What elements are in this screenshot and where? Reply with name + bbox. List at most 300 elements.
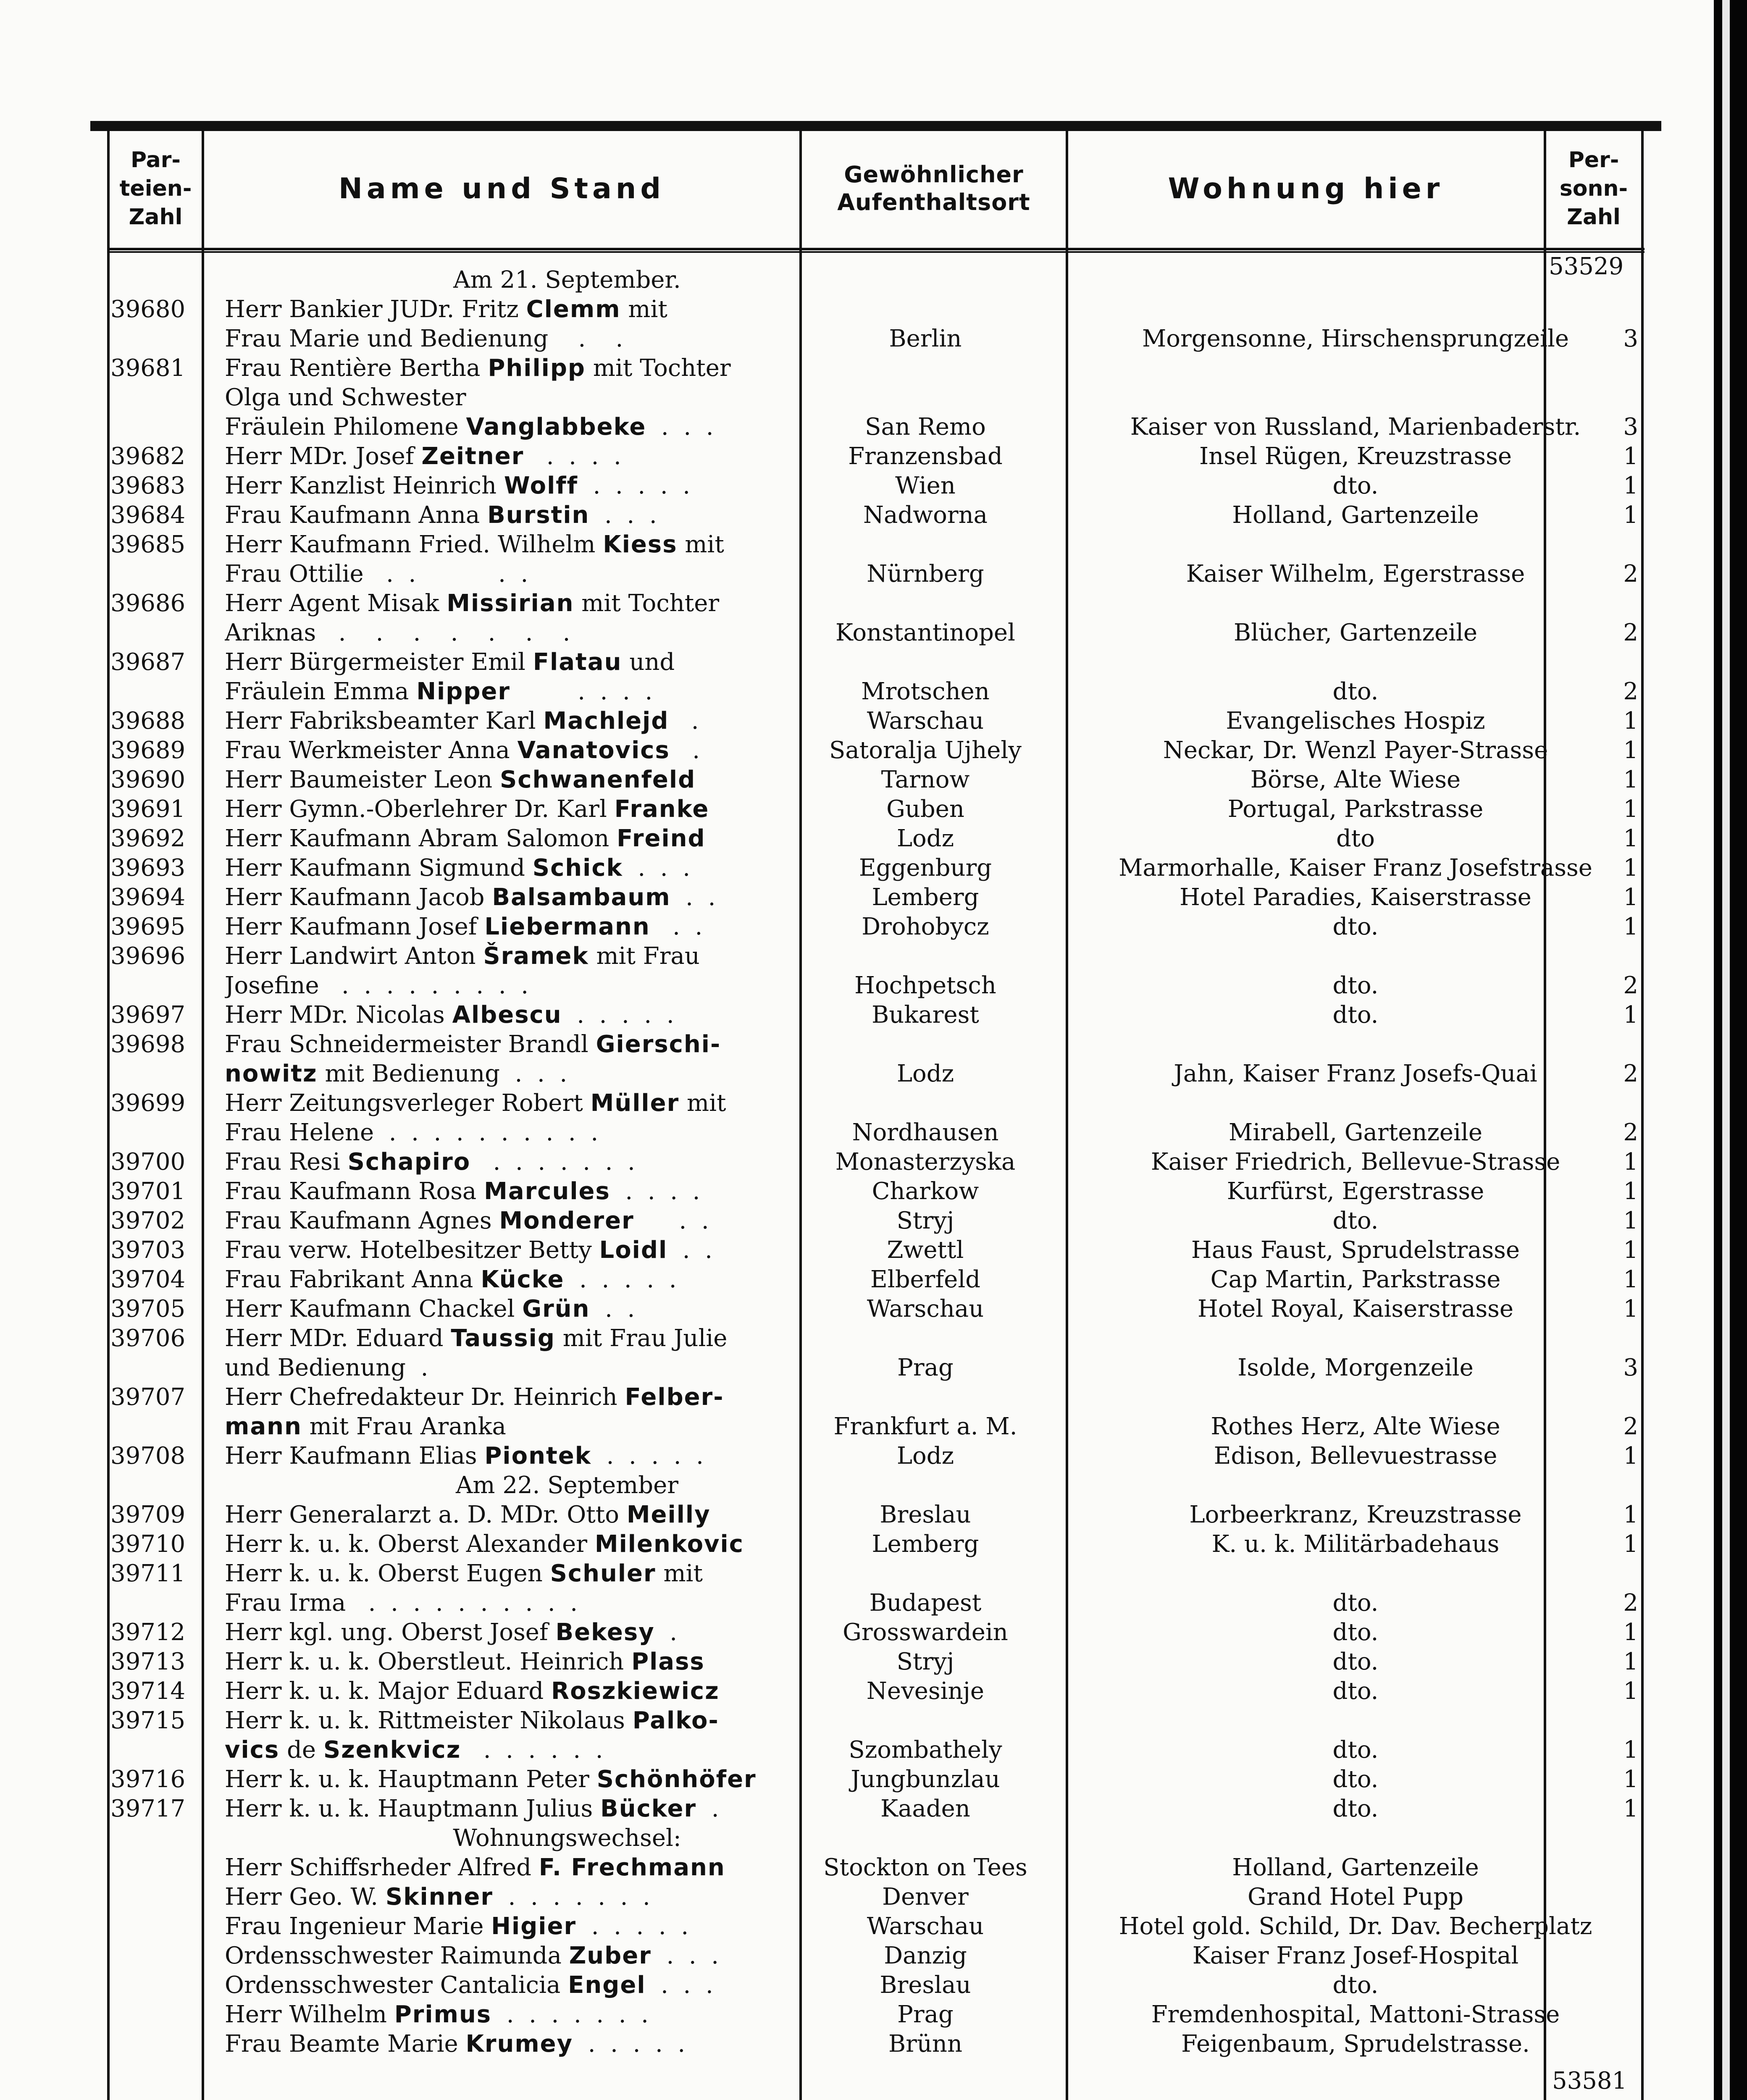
person-count: 1 bbox=[1623, 737, 1638, 764]
name-prefix: Frau Kaufmann Rosa bbox=[225, 1178, 484, 1205]
usual-residence: Denver bbox=[882, 1883, 969, 1911]
usual-residence: Berlin bbox=[889, 325, 962, 352]
local-address: Kaiser Franz Josef-Hospital bbox=[1192, 1942, 1519, 1969]
table-row bbox=[107, 648, 1645, 677]
table-row bbox=[107, 412, 1645, 442]
surname: Engel bbox=[568, 1971, 646, 1999]
usual-residence: Szombathely bbox=[849, 1736, 1002, 1764]
name-suffix: . . . . . bbox=[562, 1001, 674, 1029]
guest-name bbox=[225, 1294, 897, 1324]
name-suffix: . . . bbox=[623, 854, 691, 882]
local-address: Haus Faust, Sprudelstrasse bbox=[1191, 1236, 1520, 1264]
guest-name bbox=[225, 765, 897, 795]
guest-name bbox=[225, 501, 897, 530]
person-count: 1 bbox=[1623, 1266, 1638, 1293]
surname: Roszkiewicz bbox=[551, 1677, 720, 1705]
name-prefix: Herr Gymn.-Oberlehrer Dr. Karl bbox=[225, 795, 615, 823]
guest-name bbox=[225, 1265, 897, 1294]
table-row bbox=[107, 1265, 1645, 1294]
guest-name bbox=[225, 1383, 897, 1412]
usual-residence: Eggenburg bbox=[859, 854, 992, 882]
table-row bbox=[107, 1882, 1645, 1912]
table-row bbox=[107, 1706, 1645, 1735]
name-suffix: . . bbox=[650, 913, 703, 940]
party-number: 39691 bbox=[110, 795, 186, 823]
guest-name bbox=[225, 559, 897, 589]
local-address: dto. bbox=[1332, 1589, 1379, 1617]
surname: Primus bbox=[394, 2001, 492, 2028]
person-count: 2 bbox=[1623, 619, 1638, 646]
name-prefix: Frau Werkmeister Anna bbox=[225, 737, 518, 764]
local-address: Kaiser von Russland, Marienbaderstr. bbox=[1130, 413, 1581, 441]
local-address: Holland, Gartenzeile bbox=[1232, 501, 1479, 529]
local-address: Isolde, Morgenzeile bbox=[1237, 1354, 1474, 1381]
usual-residence: Warschau bbox=[867, 1913, 984, 1940]
person-count: 1 bbox=[1623, 1795, 1638, 1822]
table-row bbox=[107, 559, 1645, 589]
table-row bbox=[107, 1059, 1645, 1089]
name-suffix: . . . . . bbox=[591, 1442, 704, 1470]
usual-residence: Lemberg bbox=[872, 884, 979, 911]
local-address: Kaiser Friedrich, Bellevue-Strasse bbox=[1151, 1148, 1560, 1176]
name-prefix: Herr Chefredakteur Dr. Heinrich bbox=[225, 1383, 625, 1411]
usual-residence: Nevesinje bbox=[866, 1677, 985, 1705]
surname: Gierschi- bbox=[596, 1031, 721, 1058]
name-suffix: . . . bbox=[589, 501, 657, 529]
surname: Flatau bbox=[533, 648, 622, 676]
guest-name bbox=[225, 1971, 897, 2000]
surname: Machlejd bbox=[543, 707, 669, 735]
name-prefix: Herr Wilhelm bbox=[225, 2001, 394, 2028]
table-row bbox=[107, 354, 1645, 383]
table-row bbox=[107, 1236, 1645, 1265]
local-address: Kurfürst, Egerstrasse bbox=[1227, 1178, 1484, 1205]
guest-name bbox=[225, 1765, 897, 1794]
party-number: 39714 bbox=[110, 1677, 186, 1705]
name-prefix: Herr Kaufmann Fried. Wilhelm bbox=[225, 531, 603, 558]
surname: Plass bbox=[631, 1648, 705, 1675]
surname: Meilly bbox=[626, 1501, 711, 1528]
usual-residence: Nadworna bbox=[863, 501, 988, 529]
usual-residence: Kaaden bbox=[880, 1795, 970, 1822]
surname: Monderer bbox=[499, 1207, 634, 1234]
local-address: Blücher, Gartenzeile bbox=[1233, 619, 1478, 646]
table-row bbox=[107, 1294, 1645, 1324]
person-count: 1 bbox=[1623, 1148, 1638, 1176]
surname: Nipper bbox=[416, 678, 511, 705]
name-prefix: Frau Schneidermeister Brandl bbox=[225, 1031, 596, 1058]
local-address: Marmorhalle, Kaiser Franz Josefstrasse bbox=[1119, 854, 1592, 882]
name-prefix: Herr Agent Misak bbox=[225, 590, 447, 617]
guest-name bbox=[225, 1912, 897, 1941]
section-heading: Wohnungswechsel: bbox=[453, 1824, 681, 1852]
guest-name bbox=[225, 1206, 897, 1236]
person-count: 1 bbox=[1623, 472, 1638, 499]
usual-residence: Danzig bbox=[884, 1942, 967, 1969]
guest-name bbox=[225, 1441, 897, 1471]
name-prefix: Frau Rentière Bertha bbox=[225, 354, 488, 382]
person-count: 1 bbox=[1623, 1619, 1638, 1646]
guest-name bbox=[225, 1559, 897, 1588]
usual-residence: Tarnow bbox=[881, 766, 970, 793]
party-number: 39685 bbox=[110, 531, 186, 558]
name-prefix: Herr Schiffsrheder Alfred bbox=[225, 1854, 539, 1881]
party-number: 39706 bbox=[110, 1325, 186, 1352]
table-row bbox=[107, 1530, 1645, 1559]
table-row bbox=[107, 1941, 1645, 1971]
name-suffix: . . . . . bbox=[576, 1913, 689, 1940]
name-prefix: Herr MDr. Eduard bbox=[225, 1325, 451, 1352]
name-prefix: Frau Kaufmann Agnes bbox=[225, 1207, 499, 1234]
name-suffix: . . . . . . . bbox=[493, 1883, 650, 1911]
guest-name bbox=[225, 1647, 897, 1677]
party-number: 39690 bbox=[110, 766, 186, 793]
name-suffix: mit bbox=[656, 1560, 703, 1587]
name-prefix: Frau Fabrikant Anna bbox=[225, 1266, 481, 1293]
register-rows bbox=[107, 265, 1645, 2059]
party-number: 39716 bbox=[110, 1766, 186, 1793]
table-row bbox=[107, 1647, 1645, 1677]
party-number: 39689 bbox=[110, 737, 186, 764]
local-address: dto. bbox=[1332, 913, 1379, 940]
surname: Krumey bbox=[465, 2030, 573, 2058]
name-suffix: . . . bbox=[646, 1971, 713, 1999]
local-address: Rothes Herz, Alte Wiese bbox=[1211, 1413, 1500, 1440]
usual-residence: Breslau bbox=[880, 1971, 971, 1999]
table-row bbox=[107, 677, 1645, 706]
header-count: Per- sonn- Zahl bbox=[1559, 147, 1628, 230]
guest-name bbox=[225, 1089, 897, 1118]
surname: Skinner bbox=[385, 1883, 494, 1911]
party-number: 39709 bbox=[110, 1501, 186, 1528]
usual-residence: Grosswardein bbox=[843, 1619, 1008, 1646]
usual-residence: Guben bbox=[886, 795, 964, 823]
name-prefix: Frau Beamte Marie bbox=[225, 2030, 466, 2058]
name-suffix: . bbox=[670, 737, 700, 764]
party-number: 39693 bbox=[110, 854, 186, 882]
person-count: 1 bbox=[1623, 1178, 1638, 1205]
guest-name bbox=[225, 2000, 897, 2029]
scan-edge bbox=[1714, 0, 1747, 2100]
person-count: 2 bbox=[1623, 1119, 1638, 1146]
scan-edge-line bbox=[1722, 0, 1730, 2100]
name-prefix: Herr Kaufmann Abram Salomon bbox=[225, 825, 617, 852]
usual-residence: Budapest bbox=[869, 1589, 982, 1617]
name-suffix: . . . bbox=[646, 413, 714, 441]
local-address: dto. bbox=[1332, 1001, 1379, 1029]
local-address: Portugal, Parkstrasse bbox=[1227, 795, 1484, 823]
table-row bbox=[107, 1353, 1645, 1383]
name-prefix: Ordensschwester Cantalicia bbox=[225, 1971, 568, 1999]
table-row bbox=[107, 2029, 1645, 2059]
name-suffix: . . . . . . . bbox=[491, 2001, 649, 2028]
party-number: 39711 bbox=[110, 1560, 186, 1587]
name-suffix: . bbox=[654, 1619, 678, 1646]
name-prefix: Frau Ingenieur Marie bbox=[225, 1913, 491, 1940]
guest-name bbox=[225, 736, 897, 765]
usual-residence: Warschau bbox=[867, 707, 984, 735]
person-count: 3 bbox=[1623, 1354, 1638, 1381]
name-prefix: Herr MDr. Nicolas bbox=[225, 1001, 452, 1029]
person-count: 1 bbox=[1623, 1530, 1638, 1558]
guest-name bbox=[225, 618, 897, 648]
name-suffix: mit Tochter bbox=[574, 590, 720, 617]
person-count: 1 bbox=[1623, 825, 1638, 852]
table-row bbox=[107, 706, 1645, 736]
party-number: 39708 bbox=[110, 1442, 186, 1470]
name-prefix: Herr k. u. k. Oberst Alexander bbox=[225, 1530, 595, 1558]
party-number: 39686 bbox=[110, 590, 186, 617]
name-prefix: und Bedienung . bbox=[225, 1354, 428, 1381]
person-count: 1 bbox=[1623, 707, 1638, 735]
person-count: 1 bbox=[1623, 1001, 1638, 1029]
party-number: 39684 bbox=[110, 501, 186, 529]
surname: Bücker bbox=[600, 1795, 697, 1822]
guest-name bbox=[225, 1324, 897, 1353]
surname: Vanatovics bbox=[517, 737, 670, 764]
guest-name bbox=[225, 1500, 897, 1530]
surname: Wolff bbox=[504, 472, 578, 499]
name-prefix: Frau Ottilie . . . . bbox=[225, 560, 528, 588]
table-row bbox=[107, 2000, 1645, 2029]
local-address: Neckar, Dr. Wenzl Payer-Strasse bbox=[1163, 737, 1548, 764]
name-prefix: Ordensschwester Raimunda bbox=[225, 1942, 569, 1969]
table-row bbox=[107, 1324, 1645, 1353]
name-prefix: Frau Irma . . . . . . . . . . bbox=[225, 1589, 578, 1617]
person-count: 1 bbox=[1623, 1766, 1638, 1793]
guest-name bbox=[225, 530, 897, 559]
usual-residence: San Remo bbox=[865, 413, 986, 441]
local-address: Lorbeerkranz, Kreuzstrasse bbox=[1189, 1501, 1522, 1528]
section-heading-row bbox=[107, 1824, 1645, 1853]
person-count: 1 bbox=[1623, 1207, 1638, 1234]
guest-name bbox=[225, 1236, 897, 1265]
surname: Loidl bbox=[599, 1236, 668, 1264]
surname: Zeitner bbox=[421, 443, 524, 470]
name-suffix: . . . . . bbox=[564, 1266, 677, 1293]
table-row bbox=[107, 1147, 1645, 1177]
local-address: Mirabell, Gartenzeile bbox=[1228, 1119, 1483, 1146]
local-address: dto. bbox=[1332, 1795, 1379, 1822]
guest-name bbox=[225, 1853, 897, 1882]
usual-residence: Monasterzyska bbox=[835, 1148, 1016, 1176]
surname: Missirian bbox=[447, 590, 574, 617]
local-address: dto bbox=[1336, 825, 1375, 852]
party-number: 39702 bbox=[110, 1207, 186, 1234]
local-address: Börse, Alte Wiese bbox=[1250, 766, 1461, 793]
usual-residence: Lodz bbox=[896, 1442, 954, 1470]
table-row bbox=[107, 295, 1645, 324]
name-prefix: Herr Kaufmann Josef bbox=[225, 913, 485, 940]
table-row bbox=[107, 442, 1645, 471]
guest-name bbox=[225, 1618, 897, 1647]
table-row bbox=[107, 589, 1645, 618]
guest-name bbox=[225, 1530, 897, 1559]
table-row bbox=[107, 1618, 1645, 1647]
person-count: 1 bbox=[1623, 1648, 1638, 1675]
name-suffix: mit Tochter bbox=[586, 354, 731, 382]
table-row bbox=[107, 795, 1645, 824]
local-address: K. u. k. Militärbadehaus bbox=[1211, 1530, 1500, 1558]
header-origin: Gewöhnlicher Aufenthaltsort bbox=[837, 161, 1030, 215]
name-prefix: Herr Kaufmann Elias bbox=[225, 1442, 485, 1470]
table-row bbox=[107, 1441, 1645, 1471]
local-address: dto. bbox=[1332, 1619, 1379, 1646]
surname: Bekesy bbox=[555, 1619, 655, 1646]
party-number: 39705 bbox=[110, 1295, 186, 1323]
guest-name bbox=[225, 677, 897, 706]
name-prefix: Frau Resi bbox=[225, 1148, 348, 1176]
local-address: dto. bbox=[1332, 678, 1379, 705]
usual-residence: Frankfurt a. M. bbox=[833, 1413, 1017, 1440]
usual-residence: Nordhausen bbox=[852, 1119, 999, 1146]
surname: Philipp bbox=[488, 354, 586, 382]
guest-name bbox=[225, 824, 897, 853]
party-number: 39695 bbox=[110, 913, 186, 940]
person-count: 1 bbox=[1623, 501, 1638, 529]
usual-residence: Elberfeld bbox=[870, 1266, 981, 1293]
name-prefix: Olga und Schwester bbox=[225, 384, 466, 411]
guest-name bbox=[225, 324, 897, 354]
guest-name bbox=[225, 706, 897, 736]
table-row bbox=[107, 765, 1645, 795]
local-address: dto. bbox=[1332, 972, 1379, 999]
usual-residence: Jungbunzlau bbox=[851, 1766, 1000, 1793]
usual-residence: Franzensbad bbox=[848, 443, 1003, 470]
table-row bbox=[107, 883, 1645, 912]
name-prefix: Herr Baumeister Leon bbox=[225, 766, 500, 793]
guest-name bbox=[225, 1882, 897, 1912]
header-rule bbox=[107, 248, 1645, 250]
surname: Palko- bbox=[632, 1707, 719, 1734]
surname: Franke bbox=[614, 795, 709, 823]
surname: Schönhöfer bbox=[596, 1766, 757, 1793]
name-suffix: . . bbox=[590, 1295, 635, 1323]
local-address: Edison, Bellevuestrasse bbox=[1214, 1442, 1497, 1470]
party-number: 39710 bbox=[110, 1530, 186, 1558]
usual-residence: Lemberg bbox=[872, 1530, 979, 1558]
surname: Schick bbox=[532, 854, 623, 882]
table-row bbox=[107, 912, 1645, 942]
name-suffix: und bbox=[622, 648, 675, 676]
surname: Balsambaum bbox=[492, 884, 671, 911]
surname: nowitz bbox=[225, 1060, 318, 1087]
name-prefix: Herr Geo. W. bbox=[225, 1883, 386, 1911]
name-suffix: mit bbox=[677, 531, 724, 558]
name-prefix: Herr Kaufmann Chackel bbox=[225, 1295, 523, 1323]
person-count: 2 bbox=[1623, 1589, 1638, 1617]
person-count: 2 bbox=[1623, 1413, 1638, 1440]
person-count: 1 bbox=[1623, 766, 1638, 793]
guest-name bbox=[225, 1706, 897, 1735]
name-prefix: Herr k. u. k. Major Eduard bbox=[225, 1677, 552, 1705]
person-count: 1 bbox=[1623, 1501, 1638, 1528]
person-count: 3 bbox=[1623, 325, 1638, 352]
carried-total: 53529 bbox=[1549, 253, 1624, 280]
name-suffix: de bbox=[279, 1736, 323, 1764]
table-row bbox=[107, 1000, 1645, 1030]
guest-name bbox=[225, 1677, 897, 1706]
name-prefix: Herr Kaufmann Sigmund bbox=[225, 854, 533, 882]
table-row bbox=[107, 1206, 1645, 1236]
name-prefix: Herr kgl. ung. Oberst Josef bbox=[225, 1619, 556, 1646]
surname: Kiess bbox=[603, 531, 678, 558]
name-suffix: mit Bedienung . . . bbox=[317, 1060, 567, 1087]
party-number: 39697 bbox=[110, 1001, 186, 1029]
table-row bbox=[107, 1118, 1645, 1147]
usual-residence: Stryj bbox=[896, 1207, 954, 1234]
usual-residence: Lodz bbox=[896, 825, 954, 852]
guest-name bbox=[225, 912, 897, 942]
table-row bbox=[107, 736, 1645, 765]
usual-residence: Satoralja Ujhely bbox=[829, 737, 1022, 764]
usual-residence: Lodz bbox=[896, 1060, 954, 1087]
usual-residence: Mrotschen bbox=[861, 678, 990, 705]
name-prefix: Herr MDr. Josef bbox=[225, 443, 422, 470]
name-suffix: mit Frau Julie bbox=[555, 1325, 728, 1352]
person-count: 1 bbox=[1623, 884, 1638, 911]
name-prefix: Josefine . . . . . . . . . bbox=[225, 972, 529, 999]
surname: Grün bbox=[522, 1295, 590, 1323]
local-address: Feigenbaum, Sprudelstrasse. bbox=[1181, 2030, 1530, 2058]
local-address: dto. bbox=[1332, 1971, 1379, 1999]
name-suffix: . . . . bbox=[610, 1178, 700, 1205]
table-row bbox=[107, 324, 1645, 354]
local-address: Hotel gold. Schild, Dr. Dav. Becherplatz bbox=[1119, 1913, 1592, 1940]
name-suffix: . . . . bbox=[524, 443, 621, 470]
person-count: 1 bbox=[1623, 1442, 1638, 1470]
name-prefix: Frau verw. Hotelbesitzer Betty bbox=[225, 1236, 599, 1264]
name-prefix: Fräulein Philomene bbox=[225, 413, 466, 441]
surname: Marcules bbox=[484, 1178, 610, 1205]
guest-name bbox=[225, 383, 897, 412]
name-suffix: mit Frau bbox=[588, 942, 700, 970]
local-address: Hotel Paradies, Kaiserstrasse bbox=[1180, 884, 1532, 911]
surname: Piontek bbox=[484, 1442, 591, 1470]
surname: Müller bbox=[590, 1089, 680, 1117]
local-address: Grand Hotel Pupp bbox=[1248, 1883, 1463, 1911]
usual-residence: Drohobycz bbox=[862, 913, 989, 940]
surname: Freind bbox=[617, 825, 706, 852]
person-count: 1 bbox=[1623, 854, 1638, 882]
table-row bbox=[107, 1383, 1645, 1412]
name-prefix: Herr Zeitungsverleger Robert bbox=[225, 1089, 591, 1117]
usual-residence: Bukarest bbox=[872, 1001, 979, 1029]
local-address: Cap Martin, Parkstrasse bbox=[1210, 1266, 1501, 1293]
table-row bbox=[107, 971, 1645, 1000]
person-count: 1 bbox=[1623, 1677, 1638, 1705]
surname: Felber- bbox=[625, 1383, 724, 1411]
local-address: Kaiser Wilhelm, Egerstrasse bbox=[1186, 560, 1525, 588]
local-address: Insel Rügen, Kreuzstrasse bbox=[1199, 443, 1512, 470]
top-rule bbox=[90, 121, 1661, 131]
final-total: 53581 bbox=[1552, 2067, 1627, 2095]
usual-residence: Prag bbox=[897, 1354, 954, 1381]
guest-name bbox=[225, 971, 897, 1000]
guest-name bbox=[225, 1794, 897, 1824]
local-address: Evangelisches Hospiz bbox=[1226, 707, 1485, 735]
name-suffix: . . bbox=[670, 884, 716, 911]
guest-name bbox=[225, 1030, 897, 1059]
name-prefix: Fräulein Emma bbox=[225, 678, 417, 705]
local-address: dto. bbox=[1332, 1736, 1379, 1764]
header-number: Par- teien- Zahl bbox=[119, 147, 192, 230]
name-suffix: . . bbox=[667, 1236, 712, 1264]
table-row bbox=[107, 501, 1645, 530]
guest-name bbox=[225, 1588, 897, 1618]
table-row bbox=[107, 1030, 1645, 1059]
table-row bbox=[107, 853, 1645, 883]
